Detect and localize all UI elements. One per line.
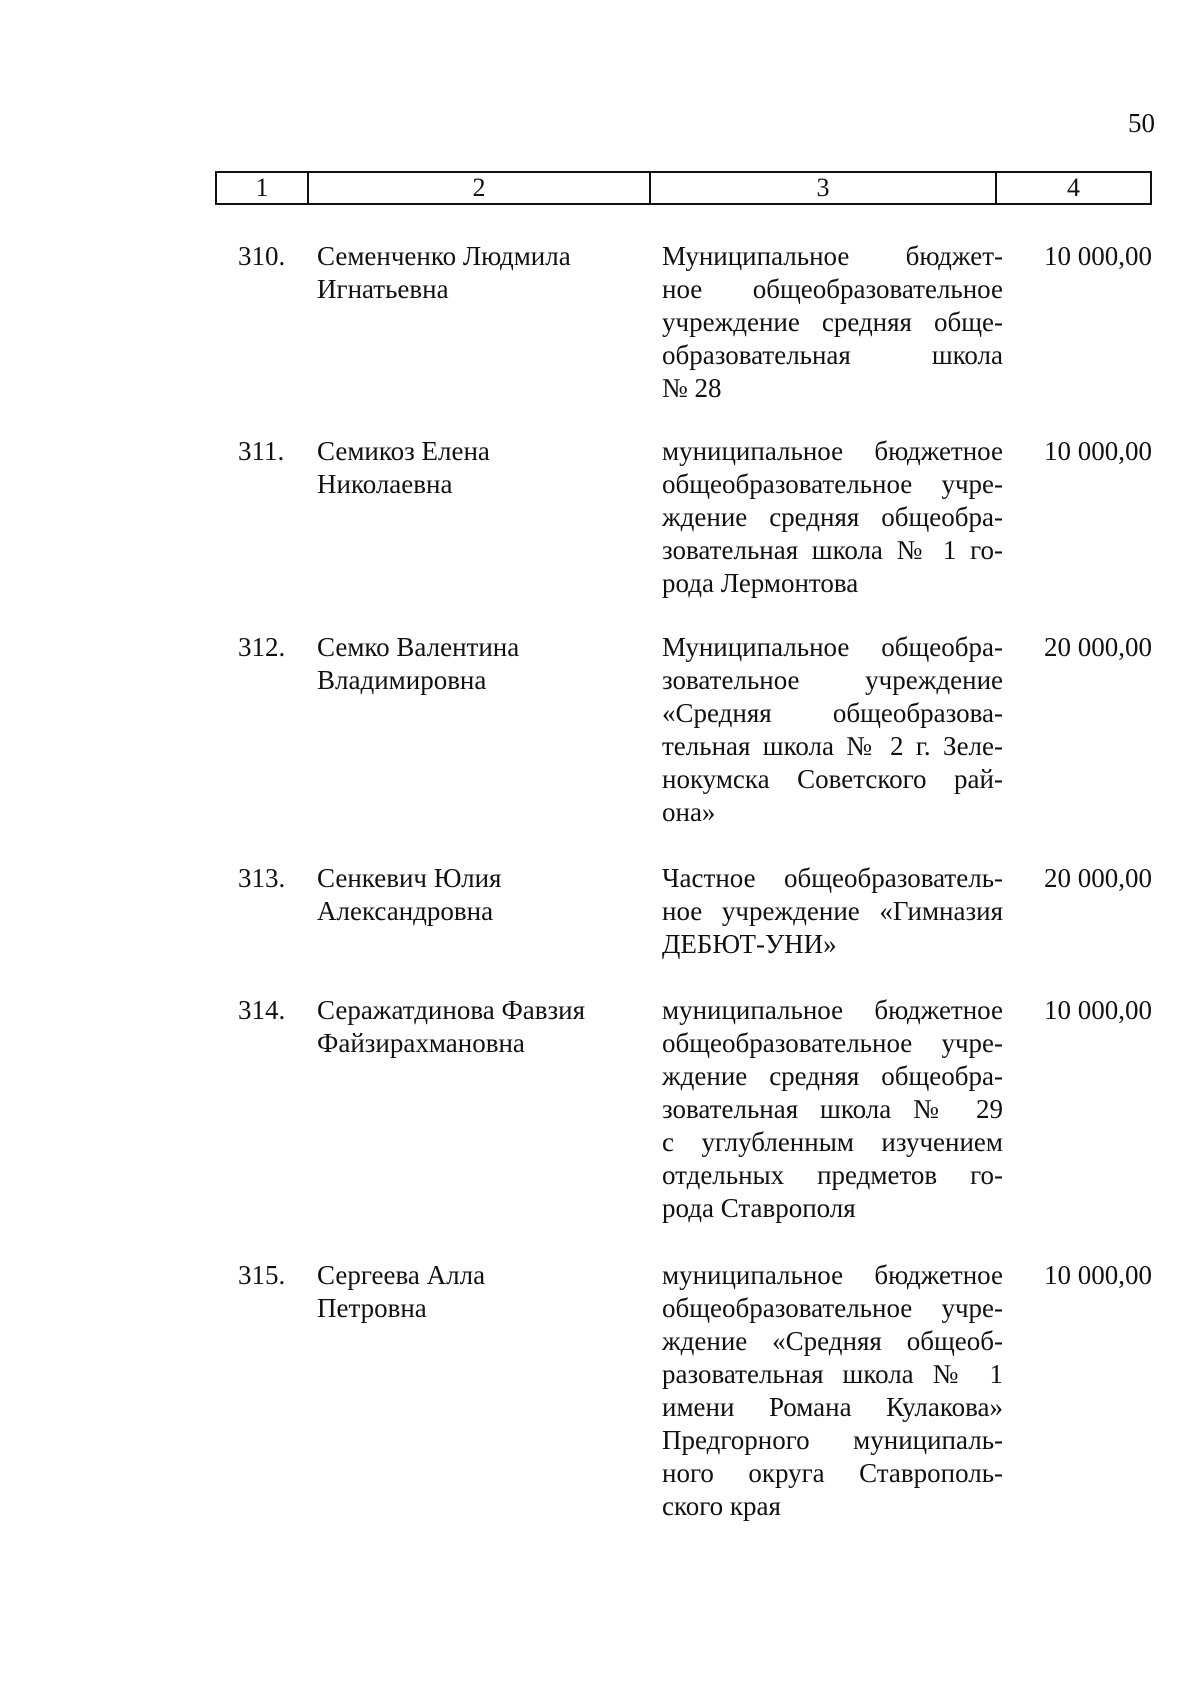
- org-line: рода Ставрополя: [662, 1193, 856, 1223]
- org-line: отдельных предметов го-: [662, 1160, 1003, 1190]
- org-line: ного округа Ставрополь-: [662, 1458, 1003, 1488]
- org-line: зовательная школа № 29: [662, 1094, 1003, 1124]
- org-line: имени Романа Кулакова»: [662, 1392, 1003, 1422]
- org-line: общеобразовательное учре-: [662, 1028, 1003, 1058]
- org-line: с углубленным изучением: [662, 1127, 1003, 1157]
- amount: 10 000,00: [1044, 241, 1152, 271]
- amount: 20 000,00: [1044, 863, 1152, 893]
- name-line: Владимировна: [317, 665, 487, 695]
- row-number: 310.: [238, 241, 286, 271]
- row-number: 313.: [238, 863, 286, 893]
- org-line: рода Лермонтова: [662, 568, 859, 598]
- org-line: Муниципальное бюджет-: [662, 241, 1003, 271]
- recipient-name: [317, 240, 617, 306]
- recipient-name: [317, 631, 617, 697]
- org-line: ное учреждение «Гимназия: [662, 896, 1003, 926]
- row-number: 315.: [238, 1260, 286, 1290]
- org-line: Предгорного муниципаль-: [662, 1425, 1003, 1455]
- name-line: Николаевна: [317, 469, 453, 499]
- name-line: Серажатдинова Фавзия: [317, 995, 586, 1025]
- recipient-name: [317, 1259, 617, 1325]
- column-header-1: 1: [217, 173, 309, 203]
- name-line: Файзирахмановна: [317, 1028, 525, 1058]
- org-line: ДЕБЮТ-УНИ»: [662, 929, 837, 959]
- name-line: Александровна: [317, 896, 494, 926]
- column-header-table: [215, 171, 1152, 205]
- org-line: муниципальное бюджетное: [662, 995, 1003, 1025]
- recipient-name: [317, 994, 617, 1060]
- org-line: Муниципальное общеобра-: [662, 632, 1003, 662]
- org-line: ное общеобразовательное: [662, 274, 1003, 304]
- row-number: 311.: [238, 436, 285, 466]
- amount: 20 000,00: [1044, 632, 1152, 662]
- organization: [662, 994, 1003, 1225]
- org-line: № 28: [662, 373, 722, 403]
- name-line: Семенченко Людмила: [317, 241, 571, 271]
- amount: 10 000,00: [1044, 1260, 1152, 1290]
- org-line: зовательное учреждение: [662, 665, 1003, 695]
- org-line: она»: [662, 797, 716, 827]
- org-line: муниципальное бюджетное: [662, 436, 1003, 466]
- row-number: 314.: [238, 995, 286, 1025]
- org-line: учреждение средняя обще-: [662, 307, 1003, 337]
- name-line: Семикоз Елена: [317, 436, 490, 466]
- amount: 10 000,00: [1044, 995, 1152, 1025]
- org-line: ждение средняя общеобра-: [662, 1061, 1003, 1091]
- row-number: 312.: [238, 632, 286, 662]
- name-line: Петровна: [317, 1293, 427, 1323]
- organization: [662, 435, 1003, 600]
- org-line: тельная школа № 2 г. Зеле-: [662, 731, 1003, 761]
- org-line: зовательная школа № 1 го-: [662, 535, 1003, 565]
- organization: [662, 631, 1003, 829]
- org-line: общеобразовательное учре-: [662, 469, 1003, 499]
- org-line: разовательная школа № 1: [662, 1359, 1003, 1389]
- org-line: общеобразовательное учре-: [662, 1293, 1003, 1323]
- recipient-name: [317, 435, 617, 501]
- org-line: ждение «Средняя общеоб-: [662, 1326, 1003, 1356]
- amount: 10 000,00: [1044, 436, 1152, 466]
- column-header-4: 4: [1067, 173, 1080, 202]
- organization: [662, 240, 1003, 405]
- org-line: «Средняя общеобразова-: [662, 698, 1003, 728]
- org-line: нокумска Советского рай-: [662, 764, 1003, 794]
- name-line: Сенкевич Юлия: [317, 863, 502, 893]
- organization: [662, 1259, 1003, 1523]
- column-header-2: 2: [309, 173, 651, 203]
- recipient-name: [317, 862, 617, 928]
- name-line: Семко Валентина: [317, 632, 520, 662]
- page-number: 50: [1128, 108, 1155, 138]
- org-line: ского края: [662, 1491, 781, 1521]
- org-line: ждение средняя общеобра-: [662, 502, 1003, 532]
- name-line: Сергеева Алла: [317, 1260, 486, 1290]
- column-header-3: 3: [651, 173, 997, 203]
- name-line: Игнатьевна: [317, 274, 449, 304]
- organization: [662, 862, 1003, 961]
- org-line: муниципальное бюджетное: [662, 1260, 1003, 1290]
- org-line: образовательная школа: [662, 340, 1003, 370]
- org-line: Частное общеобразователь-: [662, 863, 1003, 893]
